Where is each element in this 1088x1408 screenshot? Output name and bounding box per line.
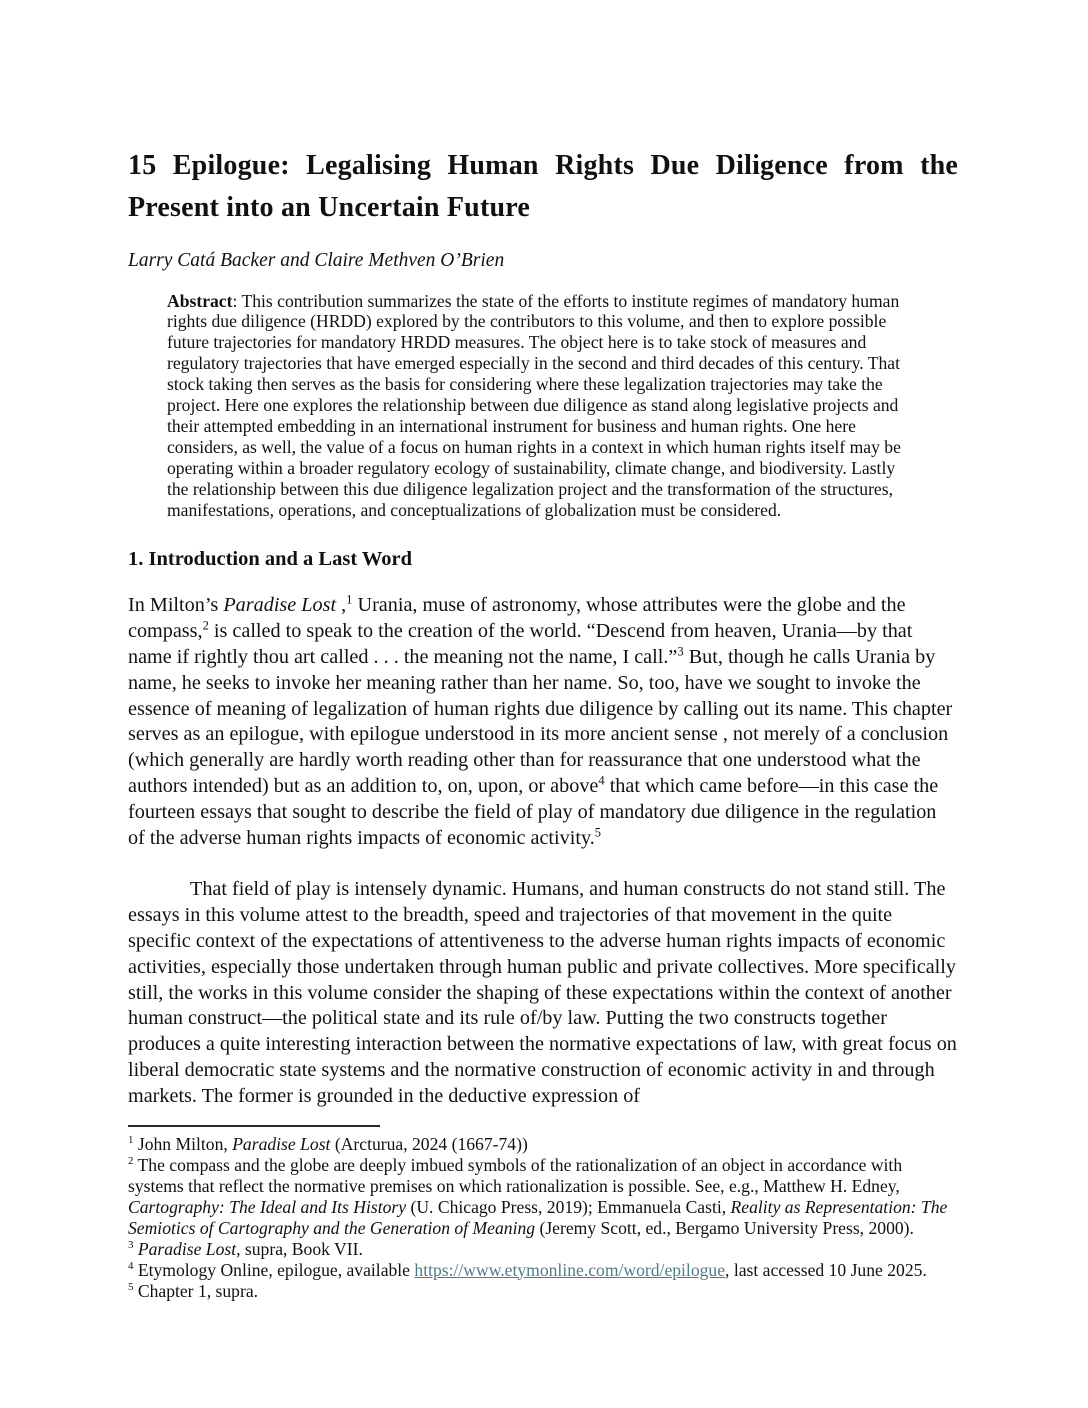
abstract-paragraph bbox=[167, 291, 908, 521]
body-paragraph-2 bbox=[128, 877, 958, 1109]
footnote-2 bbox=[128, 1155, 958, 1239]
text-run: : This contribution summarizes the state of the efforts to institute regimes of mandatory human rights due diligence (HRDD) explored by the contributors to this volume, and then to explore possible future trajectories for mandatory HRDD measures. The object here is to take stock of measures and regulatory trajectories that have emerged especially in the second and third decades of this century. That stock taking then serves as the basis for considering where these legalization trajectories may take the project. Here one explores the relationship between due diligence as stand along legislative projects and their attempted embedding in an international instrument for business and human rights. One here considers, as well, the value of a focus on human rights in a context in which human rights itself may be operating within a broader regulatory ecology of sustainability, climate change, and biodiversity. Lastly the relationship between this due diligence legalization project and the transformation of the structures, manifestations, operations, and conceptualizations of globalization must be considered. bbox=[167, 290, 901, 520]
text-run: That field of play is intensely dynamic. Humans, and human constructs do not stand still. The essays in this volume attest to the breadth, speed and trajectories of that movement in the quite specific context of the expectations of attentiveness to the adverse human rights impacts of economic activities, especially those undertaken through human public and private collectives. More specifically still, the works in this volume consider the shaping of these expectations within the context of another human construct—the political state and its rule of/by law. Putting the two constructs together produces a quite interesting interaction between the normative expectations of law, with great focus on liberal democratic state systems and the normative construction of economic activity in and through markets. The former is grounded in the deductive expression of bbox=[128, 878, 957, 1107]
body-paragraph-1 bbox=[128, 593, 958, 851]
footnote-ref: 1 bbox=[128, 1133, 134, 1146]
footnote-5 bbox=[128, 1281, 958, 1302]
footnote-ref: 4 bbox=[598, 773, 605, 788]
text-run: Cartography: The Ideal and Its History bbox=[128, 1196, 407, 1217]
text-run: (Jeremy Scott, ed., Bergamo University Press, 2000). bbox=[535, 1217, 914, 1238]
text-run: , bbox=[336, 594, 347, 617]
text-run: In Milton’s bbox=[128, 594, 224, 617]
text-run: that which came before—in this case the fourteen essays that sought to describe the field of play of mandatory due diligence in the regulation of the adverse human rights impacts of economic activity. bbox=[128, 775, 939, 849]
text-run: is called to speak to the creation of the world. “Descend from heaven, Urania—by that name if rightly thou art called . . . the meaning not the name, I call.” bbox=[128, 620, 913, 669]
text-run: (U. Chicago Press, 2019); Emmanuela Casti, bbox=[406, 1196, 731, 1217]
page-title: 15 Epilogue: Legalising Human Rights Due Diligence from the Present into an Uncertain Future bbox=[128, 149, 958, 223]
footnote-separator bbox=[128, 1125, 380, 1127]
text-run: John Milton, bbox=[133, 1133, 233, 1154]
text-run: Paradise Lost bbox=[137, 1238, 237, 1259]
footnotes-section bbox=[128, 1134, 958, 1302]
footnote-ref: 2 bbox=[128, 1154, 134, 1167]
footnote-ref: 1 bbox=[346, 592, 353, 607]
footnote-ref: 4 bbox=[128, 1259, 134, 1272]
text-run: , last accessed 10 June 2025. bbox=[725, 1259, 927, 1280]
author-line: Larry Catá Backer and Claire Methven O’Brien bbox=[128, 249, 505, 271]
text-run: (Arcturua, 2024 (1667-74)) bbox=[330, 1133, 528, 1154]
footnote-1 bbox=[128, 1134, 958, 1155]
footnote-ref: 3 bbox=[128, 1238, 134, 1251]
footnote-ref: 5 bbox=[128, 1280, 134, 1293]
footnote-ref: 5 bbox=[594, 824, 602, 839]
footnote-ref: 3 bbox=[677, 644, 684, 659]
text-run: Abstract bbox=[167, 290, 233, 311]
footnote-3 bbox=[128, 1239, 958, 1260]
text-run: Etymology Online, epilogue, available bbox=[133, 1259, 415, 1280]
hyperlink[interactable]: https://www.etymonline.com/word/epilogue bbox=[414, 1259, 726, 1280]
text-run: But, though he calls Urania by name, he seeks to invoke her meaning rather than her name. So, too, have we sought to invoke the essence of meaning of legalization of human rights due diligence by calling out its name. This chapter serves as an epilogue, with epilogue understood in its more ancient sense , not merely of a conclusion (which generally are hardly worth reading other than for reassurance that one understood what the authors intended) but as an addition to, on, upon, or above bbox=[128, 646, 953, 798]
footnote-ref: 2 bbox=[202, 618, 209, 633]
text-run: Paradise Lost bbox=[232, 1133, 331, 1154]
text-run: Urania, muse of astronomy, whose attributes were the globe and the compass, bbox=[128, 594, 906, 643]
text-run: Chapter 1, supra. bbox=[133, 1280, 259, 1301]
text-run: The compass and the globe are deeply imbued symbols of the rationalization of an object in accordance with systems that reflect the normative premises on which rationalization is possible. See, e.g., Matthew H. Edney, bbox=[128, 1154, 903, 1196]
text-run: Paradise Lost bbox=[223, 594, 337, 617]
text-run: Reality as Representation: The Semiotics of Cartography and the Generation of Meaning bbox=[128, 1196, 948, 1238]
footnote-4 bbox=[128, 1260, 958, 1281]
section-heading: 1. Introduction and a Last Word bbox=[128, 548, 413, 571]
text-run: , supra, Book VII. bbox=[236, 1238, 363, 1259]
